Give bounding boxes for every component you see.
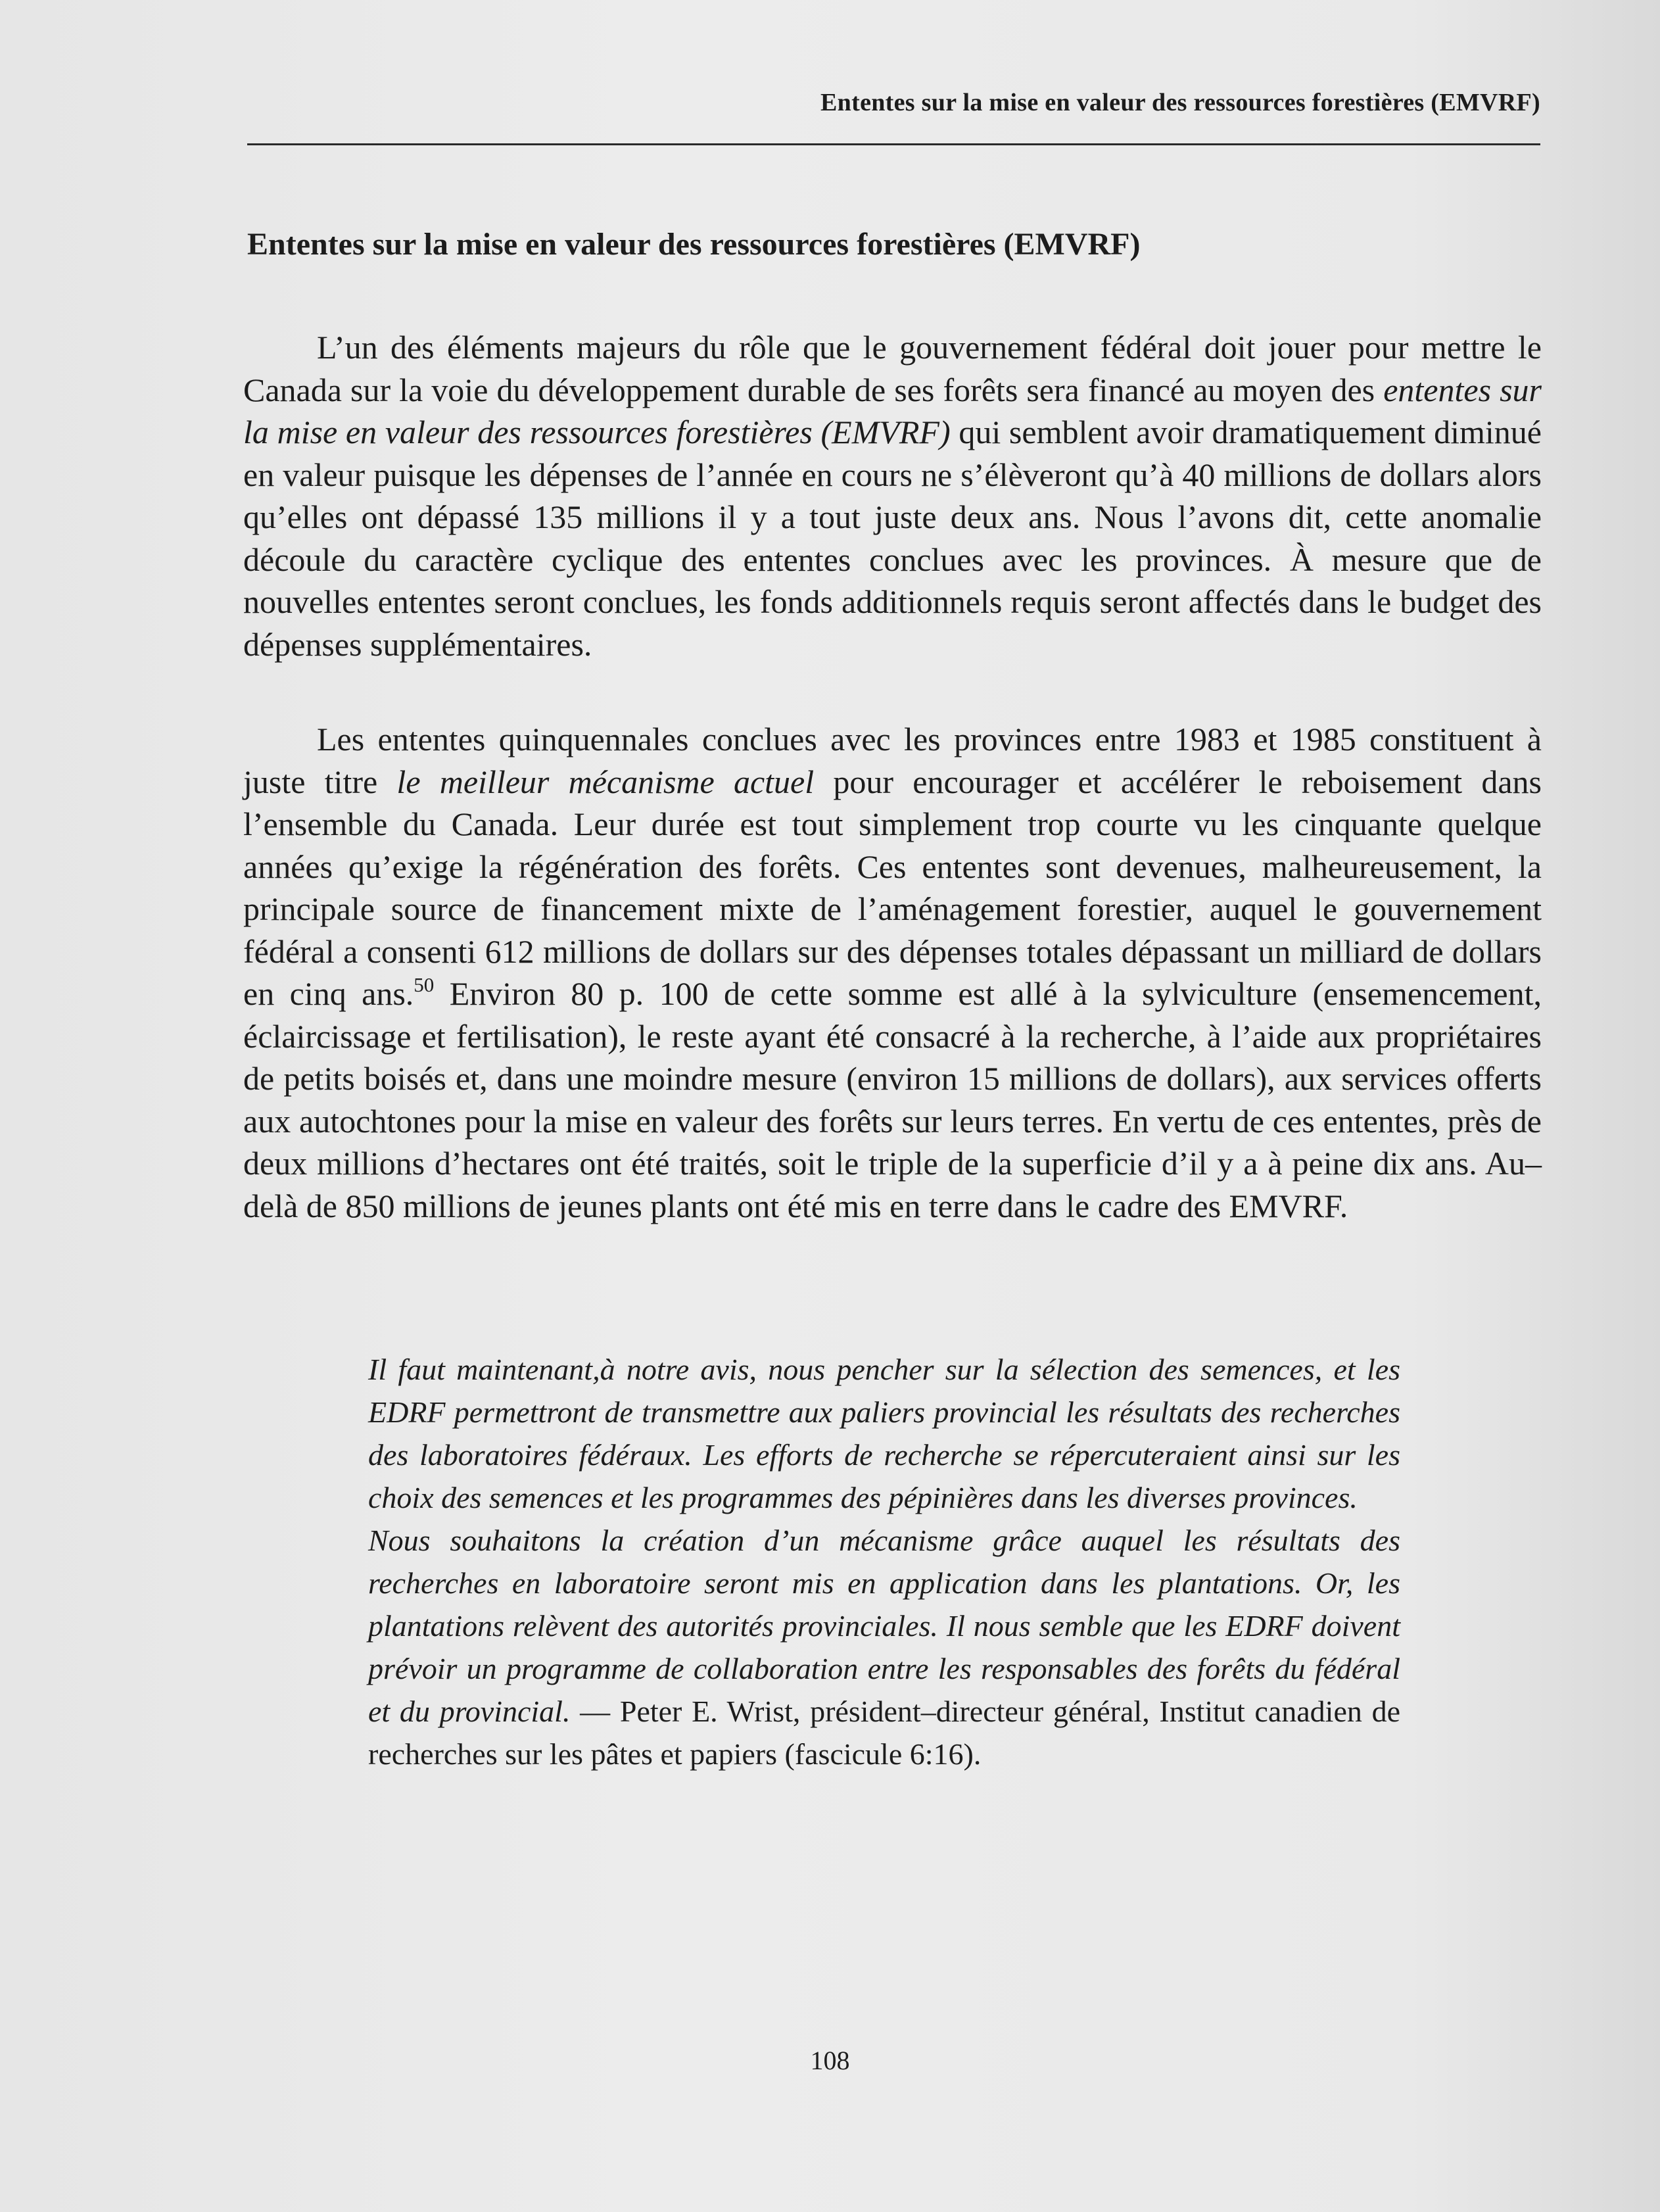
paragraph-1 <box>243 326 1542 665</box>
quote-part-1: Il faut maintenant,à notre avis, nous pencher sur la sélection des semences, et les EDRF permettront de transmettre aux paliers provincial les résultats des recherches des laboratoires fédéraux. Les efforts de recherche se répercuteraient ainsi sur les choix des semences et les programmes des pépinières dans les diverses provinces. <box>368 1353 1400 1514</box>
running-head: Ententes sur la mise en valeur des ressources forestières (EMVRF) <box>820 89 1540 116</box>
paragraph-2-middle: pour encourager et accélérer le reboisement dans l’ensemble du Canada. Leur durée est tout simplement trop courte vu les cinquante quelque années qu’exige la régénération des forêts. Ces ententes sont devenues, malheureusement, la principale source de financement mixte de l’aménagement forestier, auquel le gouvernement fédéral a consenti 612 millions de dollars sur des dépenses totales dépassant un milliard de dollars en cinq ans. <box>243 763 1542 1012</box>
block-quote <box>368 1348 1400 1775</box>
paragraph-2 <box>243 718 1542 1227</box>
footnote-marker: 50 <box>414 973 435 996</box>
header-rule <box>247 143 1540 145</box>
paragraph-2-lead: Les ententes quinquennales conclues avec les provinces entre 1983 et 1985 constituent à juste titre <box>243 721 1542 800</box>
paragraph-1-lead: L’un des éléments majeurs du rôle que le gouvernement fédéral doit jouer pour mettre le Canada sur la voie du développement durable de ses forêts sera financé au moyen des <box>243 329 1542 408</box>
paragraph-2-rest: Environ 80 p. 100 de cette somme est allé à la sylviculture (ensemencement, éclaircissage et fertilisation), le reste ayant été consacré à la recherche, à l’aide aux propriétaires de petits boisés et, dans une moindre mesure (environ 15 millions de dollars), aux services offerts aux autochtones pour la mise en valeur des forêts sur leurs terres. En vertu de ces ententes, près de deux millions d’hectares ont été traités, soit le triple de la superficie d’il y a à peine dix ans. Au–delà de 850 millions de jeunes plants ont été mis en terre dans le cadre des EMVRF. <box>243 975 1542 1224</box>
quote-part-2-text: Nous souhaitons la création d’un mécanisme grâce auquel les résultats des recherches en laboratoire seront mis en application dans les plantations. Or, les plantations relèvent des autorités provinciales. Il nous semble que les EDRF doivent prévoir un programme de collaboration entre les responsables des forêts du fédéral et du provincial. <box>368 1524 1400 1728</box>
section-title: Ententes sur la mise en valeur des ressources forestières (EMVRF) <box>247 227 1141 262</box>
paragraph-1-italic: ententes sur la mise en valeur des ressources forestières (EMVRF) <box>243 371 1542 450</box>
paragraph-1-rest: qui semblent avoir dramatiquement diminué en valeur puisque les dépenses de l’année en cours ne s’élèveront qu’à 40 millions de dollars alors qu’elles ont dépassé 135 millions il y a tout juste deux ans. Nous l’avons dit, cette anomalie découle du caractère cyclique des ententes conclues avec les provinces. À mesure que de nouvelles ententes seront conclues, les fonds additionnels requis seront affectés dans le budget des dépenses supplémentaires. <box>243 414 1542 663</box>
quote-attribution: — Peter E. Wrist, président–directeur général, Institut canadien de recherches sur les pâtes et papiers (fascicule 6:16). <box>368 1695 1400 1771</box>
page-number: 108 <box>810 2046 850 2075</box>
paragraph-2-italic: le meilleur mécanisme actuel <box>396 763 815 800</box>
quote-part-2 <box>368 1519 1400 1775</box>
